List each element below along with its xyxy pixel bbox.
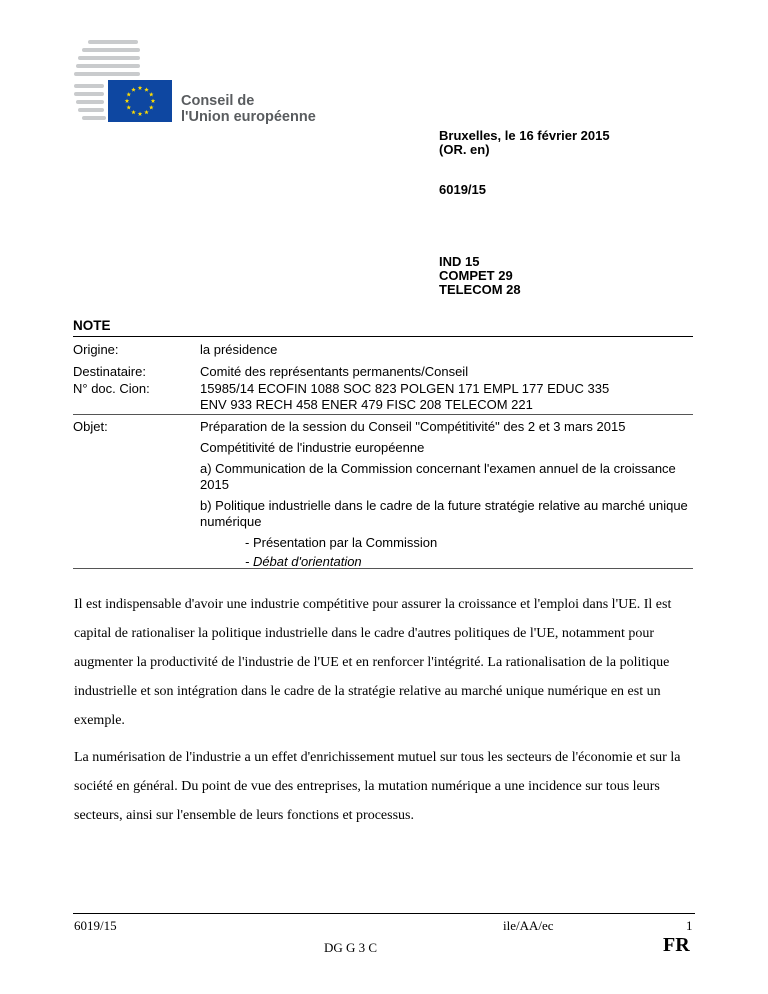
- eu-star-icon: [149, 92, 154, 96]
- eu-flag-icon: [108, 80, 172, 122]
- original-language: (OR. en): [439, 142, 490, 157]
- row-label-subject: Objet:: [73, 419, 108, 434]
- footer-department: DG G 3 C: [324, 940, 378, 955]
- cion-doc-line-1: 15985/14 ECOFIN 1088 SOC 823 POLGEN 171 EMPL 177 EDUC 335: [200, 381, 610, 396]
- footer-doc-number: 6019/15: [74, 918, 117, 933]
- row-value-cion-doc: [200, 381, 690, 413]
- organization-line-1: Conseil de: [181, 93, 255, 109]
- organization-name: [181, 93, 316, 125]
- note-title: NOTE: [73, 318, 111, 333]
- row-label-origin: Origine:: [73, 342, 119, 357]
- row-label-recipient: Destinataire:: [73, 364, 146, 379]
- eu-star-icon: [131, 110, 136, 114]
- document-number: 6019/15: [439, 182, 486, 197]
- classification-code: COMPET 29: [439, 268, 513, 283]
- note-bottom-rule: [73, 568, 693, 569]
- footer-page-number: 1: [686, 918, 693, 933]
- eu-star-icon: [138, 86, 143, 90]
- subject-item-b: b) Politique industrielle dans le cadre de la future stratégie relative au marché unique numérique: [200, 498, 688, 529]
- eu-star-icon: [149, 105, 154, 109]
- classification-code: IND 15: [439, 254, 480, 269]
- cion-doc-line-2: ENV 933 RECH 458 ENER 479 FISC 208 TELECOM 221: [200, 397, 533, 412]
- row-label-cion-doc: N° doc. Cion:: [73, 381, 150, 396]
- footer-rule: [73, 913, 695, 914]
- eu-star-icon: [138, 112, 143, 116]
- organization-line-2: l'Union européenne: [181, 109, 316, 125]
- row-value-origin: la présidence: [200, 342, 278, 357]
- date-block: [439, 129, 610, 157]
- classification-block: [439, 255, 521, 297]
- eu-star-icon: [126, 105, 131, 109]
- body-paragraph-2: La numérisation de l'industrie a un effet d'enrichissement mutuel sur tous les secteurs de l'économie et sur la société en général. Du point de vue des entreprises, la mutation numérique a une incidence sur tous leurs secteurs, ainsi sur l'ensemble de leurs fonctions et processus.: [74, 750, 681, 823]
- subject-block: [200, 419, 692, 570]
- subject-sub-item-2: - Débat d'orientation: [245, 554, 362, 569]
- eu-star-icon: [144, 87, 149, 91]
- subject-item-a: a) Communication de la Commission concernant l'examen annuel de la croissance 2015: [200, 461, 676, 492]
- body-paragraph-1: Il est indispensable d'avoir une industrie compétitive pour assurer la croissance et l'emploi dans l'UE. Il est capital de rationaliser la politique industrielle dans le cadre d'autres politiques de l'UE, notamment pour augmenter la productivité de l'industrie de l'UE et en renforcer l'intégrité. La rationalisation de la politique industrielle et son intégration dans le cadre de la stratégie relative au marché unique numérique en est un exemple.: [74, 597, 672, 728]
- classification-code: TELECOM 28: [439, 282, 521, 297]
- note-top-rule: [73, 336, 693, 337]
- subject-line-2: Compétitivité de l'industrie européenne: [200, 440, 425, 455]
- eu-star-icon: [125, 99, 130, 103]
- eu-star-icon: [126, 92, 131, 96]
- council-logo: [74, 38, 334, 128]
- footer-initials: ile/AA/ec: [503, 918, 554, 933]
- row-value-recipient: Comité des représentants permanents/Conseil: [200, 364, 469, 379]
- row-divider: [73, 414, 693, 415]
- subject-line-1: Préparation de la session du Conseil "Compétitivité" des 2 et 3 mars 2015: [200, 419, 626, 434]
- subject-sub-item-1: - Présentation par la Commission: [245, 535, 438, 550]
- footer-language: FR: [663, 934, 690, 956]
- eu-star-icon: [151, 99, 156, 103]
- eu-star-icon: [144, 110, 149, 114]
- eu-star-icon: [131, 87, 136, 91]
- date-line: Bruxelles, le 16 février 2015: [439, 128, 610, 143]
